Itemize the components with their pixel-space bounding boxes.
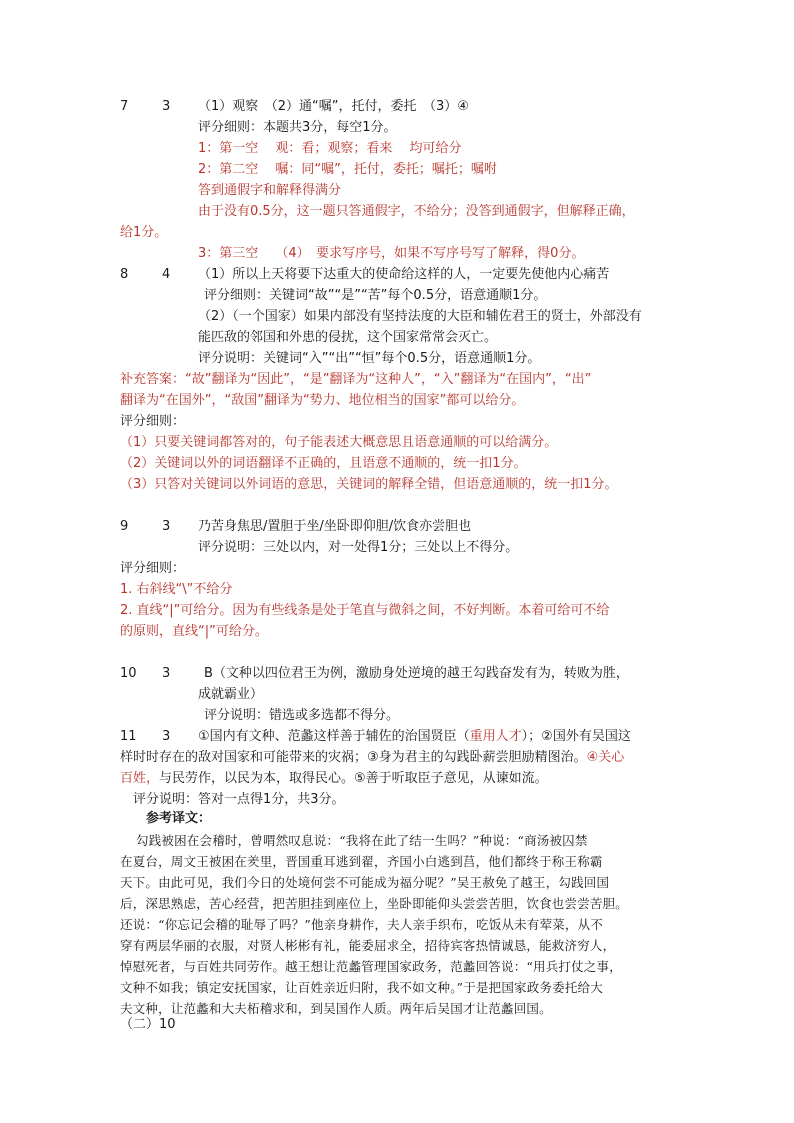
q9-detail-2b: 的原则，直线“|”可给分。 <box>120 624 268 639</box>
q8-answer-2a: （2）（一个国家）如果内部没有坚持法度的大臣和辅佐君王的贤士，外部没有 <box>198 309 642 324</box>
q8-detail-1: （1）只要关键词都答对的，句子能表述大概意思且语意通顺的可以给满分。 <box>120 435 558 450</box>
translation-line: 在夏台，周文王被困在羑里，晋国重耳逃到翟，齐国小白逃到莒，他们都终于称王称霸 <box>120 854 603 869</box>
q11-answer-line-1 <box>198 728 631 746</box>
q7-rule: 评分细则：本题共3分，每空1分。 <box>198 120 397 135</box>
q9-detail-title: 评分细则： <box>120 561 186 576</box>
q8-answer-1: （1）所以上天将要下达重大的使命给这样的人，一定要先使他内心痛苦 <box>198 267 610 282</box>
q11-answer-2-red: ④关心 <box>586 750 625 765</box>
q7-rule-1: 1：第一空 观：看；观察；看来 均可给分 <box>198 141 462 156</box>
q8-answer-2b: 能匹敌的邻国和外患的侵扰，这个国家常常会灭亡。 <box>198 330 498 345</box>
q7-answer: （1）观察 （2）通“嘱”，托付，委托 （3）④ <box>198 99 469 114</box>
q10-number: 10 <box>120 666 137 681</box>
q9-answer: 乃苦身焦思/置胆于坐/坐卧即仰胆/饮食亦尝胆也 <box>198 519 472 534</box>
translation-line: 文种不如我；镇定安抚国家，让百姓亲近归附，我不如文种。”于是把国家政务委托给大 <box>120 980 603 995</box>
q11-number: 11 <box>120 729 137 744</box>
q9-detail-1: 1. 右斜线“\”不给分 <box>120 582 233 597</box>
q7-rule-4a: 由于没有0.5分，这一题只答通假字，不给分；没答到通假字，但解释正确， <box>198 204 635 219</box>
q8-detail-title: 评分细则： <box>120 414 186 429</box>
q8-number: 8 <box>120 267 129 282</box>
q11-answer-1a: ①国内有文种、范蠡这样善于辅佐的治国贤臣（ <box>198 729 470 744</box>
q8-supplement-2: 翻译为“在国外”，“敌国”翻译为“势力、地位相当的国家”都可以给分。 <box>120 393 525 408</box>
q11-answer-1b: 重用人才 <box>469 729 522 744</box>
q7-rule-4b: 给1分。 <box>120 225 168 240</box>
q8-rule-2: 评分说明：关键词“入”“出”“恒”每个0.5分，语意通顺1分。 <box>198 351 541 366</box>
translation-line: 穿有两层华丽的衣服，对贤人彬彬有礼，能委屈求全，招待宾客热情诚恳，能救济穷人， <box>120 938 616 953</box>
q8-supplement-label: 补充答案： <box>120 372 186 387</box>
q11-answer-1c: ）；②国外有吴国这 <box>521 729 631 744</box>
q11-answer-line-3 <box>120 770 548 788</box>
q11-rule: 评分说明：答对一点得1分，共3分。 <box>133 792 345 807</box>
q9-detail-2a: 2. 直线“|”可给分。因为有些线条是处于笔直与微斜之间，不好判断。本着可给可不给 <box>120 603 610 618</box>
translation-line: 后，深思熟虑，苦心经营，把苦胆挂到座位上，坐卧即能仰头尝尝苦胆，饮食也尝尝苦胆。 <box>120 896 629 911</box>
q11-answer-3b: 与民劳作，以民为本，取得民心。⑤善于听取臣子意见，从谏如流。 <box>159 771 548 786</box>
q7-rule-5: 3：第三空 （4） 要求写序号，如果不写序号写了解释，得0分。 <box>198 246 585 261</box>
q11-answer-line-2 <box>120 749 624 767</box>
translation-line: 悼慰死者，与百姓共同劳作。越王想让范蠡管理国家政务，范蠡回答说：“用兵打仗之事， <box>120 959 622 974</box>
q7-number: 7 <box>120 99 129 114</box>
q10-score: 3 <box>162 666 171 681</box>
translation-line: 还说：“你忘记会稽的耻辱了吗？”他亲身耕作，夫人亲手织布，吃饭从未有荤菜，从不 <box>120 917 604 932</box>
q10-answer-1: B（文种以四位君王为例，激励身处逆境的越王勾践奋发有为，转败为胜， <box>204 666 629 681</box>
next-section-heading: （二）10 <box>120 1017 176 1032</box>
q8-detail-3: （3）只答对关键词以外词语的意思，关键词的解释全错，但语意通顺的，统一扣1分。 <box>120 477 618 492</box>
q7-rule-2: 2：第二空 嘱：同“嘱”，托付，委托；嘱托；嘱咐 <box>198 162 497 177</box>
translation-line: 勾践被困在会稽时，曾喟然叹息说：“我将在此了结一生吗？”种说：“商汤被囚禁 <box>136 833 588 848</box>
q11-answer-2: 样时时存在的敌对国家和可能带来的灾祸；③身为君主的勾践卧薪尝胆励精图治。 <box>120 750 587 765</box>
q8-rule-1: 评分细则：关键词“故”“是”“苦”每个0.5分，语意通顺1分。 <box>204 288 547 303</box>
translation-title: 参考译文： <box>146 811 212 826</box>
q8-score: 4 <box>162 267 171 282</box>
q9-number: 9 <box>120 519 129 534</box>
q8-detail-2: （2）关键词以外的词语翻译不正确的，且语意不通顺的，统一扣1分。 <box>120 456 527 471</box>
q8-supplement-1 <box>120 371 591 389</box>
translation-line: 天下。由此可见，我们今日的处境何尝不可能成为福分呢？”吴王赦免了越王，勾践回国 <box>120 875 610 890</box>
q7-score: 3 <box>162 99 171 114</box>
q11-answer-3a: 百姓， <box>120 771 160 786</box>
q11-score: 3 <box>162 729 171 744</box>
translation-line: 夫文种，让范蠡和大夫柘稽求和，到吴国作人质。两年后吴国才让范蠡回国。 <box>120 1001 552 1016</box>
q7-rule-3: 答到通假字和解释得满分 <box>198 183 342 198</box>
q8-supplement-text-1: “故”翻译为“因此”，“是”翻译为“这种人”，“入”翻译为“在国内”，“出” <box>185 372 592 387</box>
q10-rule: 评分说明：错选或多选都不得分。 <box>204 708 400 723</box>
q9-rule: 评分说明：三处以内，对一处得1分；三处以上不得分。 <box>198 540 519 555</box>
q10-answer-2: 成就霸业） <box>198 687 264 702</box>
q9-score: 3 <box>162 519 171 534</box>
